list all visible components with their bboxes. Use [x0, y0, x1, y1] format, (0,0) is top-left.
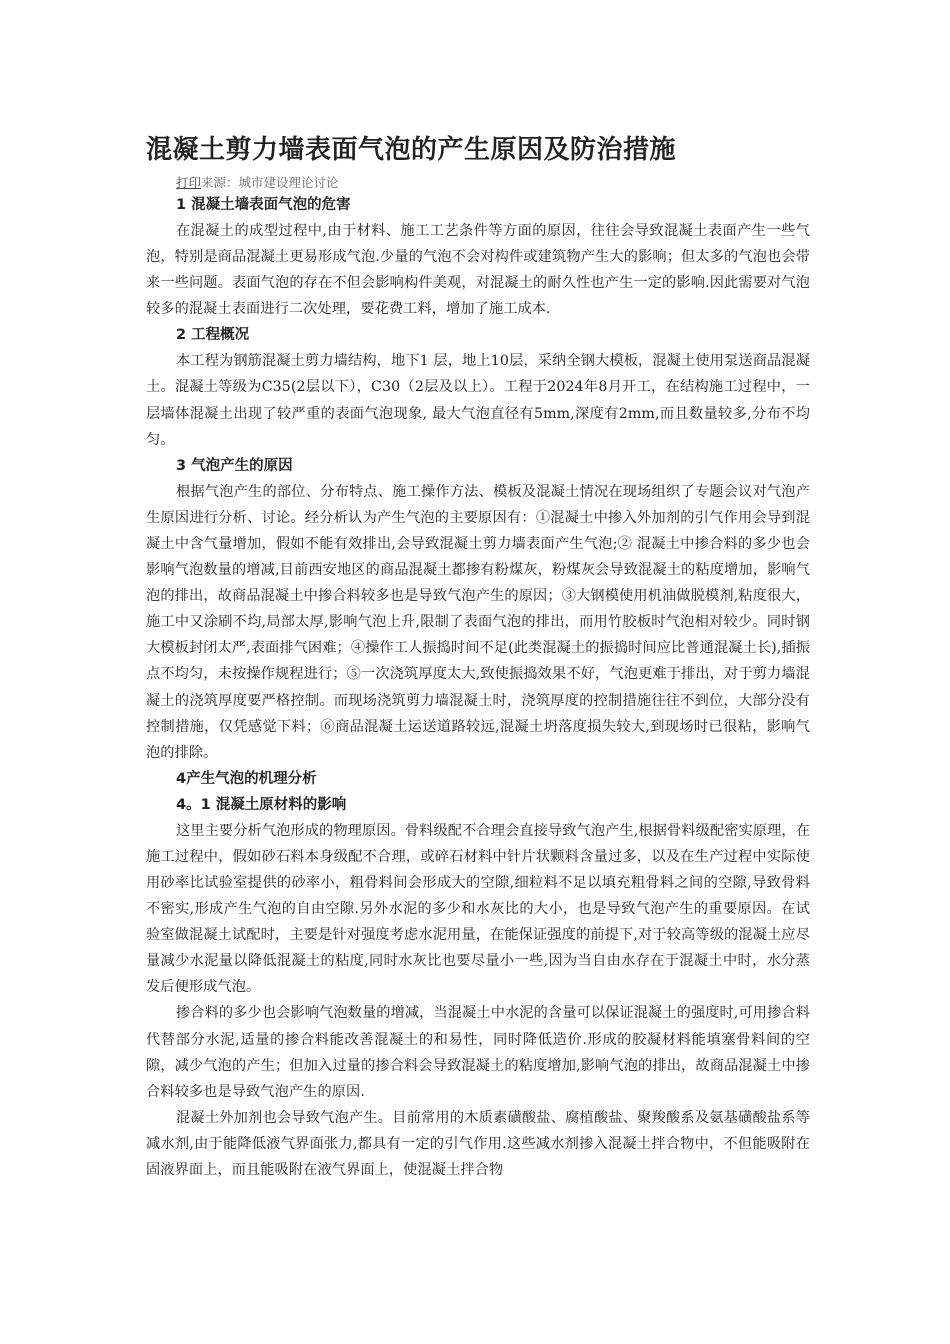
print-link[interactable]: 打印 [176, 175, 202, 190]
section-2 [146, 322, 810, 452]
section-heading: 2 工程概况 [176, 327, 250, 344]
article-title: 混凝土剪力墙表面气泡的产生原因及防治措施 [146, 135, 677, 165]
article-meta [176, 174, 810, 192]
paragraph: 在混凝土的成型过程中,由于材料、施工工艺条件等方面的原因，往往会导致混凝土表面产生一些气泡，特别是商品混凝土更易形成气泡.少量的气泡不会对构件或建筑物产生大的影响；但太多的气泡也会带来一些问题。表面气泡的存在不但会影响构件美观，对混凝土的耐久性也产生一定的影响.因此需要对气泡较多的混凝土表面进行二次处理，要花费工料，增加了施工成本. [146, 223, 810, 318]
section-4-1 [146, 792, 810, 1183]
article-source: 来源：城市建设理论讨论 [201, 175, 339, 190]
section-heading: 4。1 混凝土原材料的影响 [176, 796, 347, 813]
section-heading: 3 气泡产生的原因 [176, 457, 293, 474]
section-3 [146, 453, 810, 766]
section-heading: 1 混凝土墙表面气泡的危害 [176, 197, 351, 213]
section-heading: 4产生气泡的机理分析 [176, 770, 317, 787]
paragraph: 根据气泡产生的部位、分布特点、施工操作方法、模板及混凝土情况在现场组织了专题会议对气泡产生原因进行分析、讨论。经分析认为产生气泡的主要原因有：①混凝土中掺入外加剂的引气作用会导到混凝土中含气量增加，假如不能有效排出,会导致混凝土剪力墙表面产生气泡;② 混凝土中掺合料的多少也会影响气泡数量的增减,目前西安地区的商品混凝土都掺有粉煤灰，粉煤灰会导致混凝土的粘度增加，影响气泡的排出，故商品混凝土中掺合料较多也是导致气泡产生的原因；③大钢模使用机油做脱模剂,粘度很大，施工中又涂刷不均,局部太厚,影响气泡上升,限制了表面气泡的排出，而用竹胶板时气泡相对较少。同时钢大模板封闭太严,表面排气困难；④操作工人振捣时间不足(此类混凝土的振捣时间应比普通混凝土长),插振点不均匀，未按操作规程进行；⑤一次浇筑厚度太大,致使振捣效果不好，气泡更难于排出，对于剪力墙混凝土的浇筑厚度要严格控制。而现场浇筑剪力墙混凝土时，浇筑厚度的控制措施往往不到位，大部分没有控制措施，仅凭感觉下料；⑥商品混凝土运送道路较远,混凝土坍落度损失较大,到现场时已很粘，影响气泡的排除。 [146, 483, 810, 761]
article [146, 132, 810, 1183]
paragraph: 本工程为钢筋混凝土剪力墙结构，地下1 层，地上10层，采纳全钢大模板，混凝土使用泵送商品混凝土。混凝土等级为C35(2层以下），C30（2层及以上）。工程于2024年8月开工，在结构施工过程中，一层墙体混凝土出现了较严重的表面气泡现象, 最大气泡直径有5mm,深度有2mm,而且数量较多,分布不均匀。 [146, 353, 810, 448]
paragraph: 掺合料的多少也会影响气泡数量的增减，当混凝土中水泥的含量可以保证混凝土的强度时,可用掺合料代替部分水泥,适量的掺合料能改善混凝土的和易性，同时降低造价.形成的胶凝材料能填塞骨料间的空隙，减少气泡的产生；但加入过量的掺合料会导致混凝土的粘度增加,影响气泡的排出，故商品混凝土中掺合料较多也是导致气泡产生的原因. [146, 1005, 810, 1100]
section-4 [146, 766, 810, 792]
paragraph: 混凝土外加剂也会导致气泡产生。目前常用的木质素磺酸盐、腐植酸盐、聚羧酸系及氨基磺酸盐系等减水剂,由于能降低液气界面张力,都具有一定的引气作用.这些减水剂掺入混凝土拌合物中，不但能吸附在固液界面上，而且能吸附在液气界面上，使混凝土拌合物 [146, 1109, 810, 1178]
paragraph: 这里主要分析气泡形成的物理原因。骨料级配不合理会直接导致气泡产生,根据骨料级配密实原理，在施工过程中，假如砂石料本身级配不合理，或碎石材料中针片状颗料含量过多，以及在生产过程中实际使用砂率比试验室提供的砂率小，粗骨料间会形成大的空隙,细粒料不足以填充粗骨料之间的空隙,导致骨料不密实,形成产生气泡的自由空隙.另外水泥的多少和水灰比的大小，也是导致气泡产生的重要原因。在试验室做混凝土试配时，主要是针对强度考虑水泥用量，在能保证强度的前提下,对于较高等级的混凝土应尽量减少水泥量以降低混凝土的粘度,同时水灰比也要尽量小一些,因为当自由水存在于混凝土中时，水分蒸发后便形成气泡。 [146, 822, 810, 996]
section-1 [146, 192, 810, 322]
